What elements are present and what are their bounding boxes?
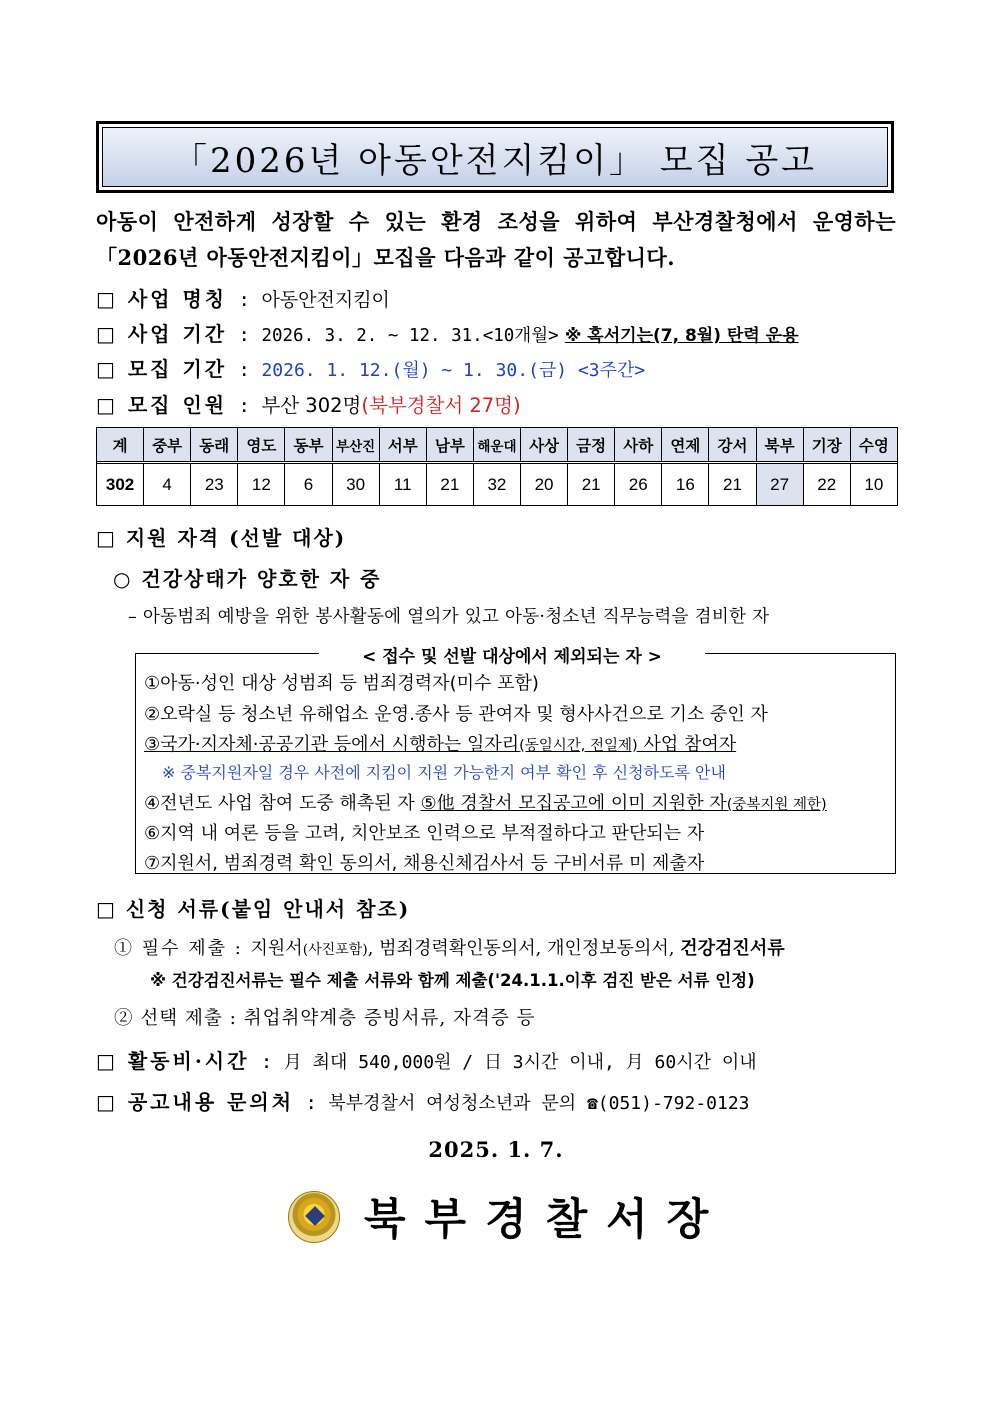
issue-date: 2025. 1. 7.: [428, 1137, 564, 1162]
table-header-cell: 중부: [144, 428, 191, 462]
exclusion-item-4: ④전년도 사업 참여 도중 해촉된 자: [144, 793, 421, 814]
business-name-label: □ 사업 명칭: [96, 287, 228, 311]
table-header-cell: 북부: [756, 428, 803, 462]
recruit-count-value: 부산 302명: [261, 394, 362, 417]
qualification-point: ○ 건강상태가 양호한 자 중: [113, 567, 382, 591]
recruit-period-label: □ 모집 기간: [96, 357, 228, 381]
activity-row: [96, 1045, 757, 1074]
separator: :: [227, 359, 262, 381]
exclusion-box: [135, 647, 896, 874]
business-period-label: □ 사업 기간: [96, 322, 228, 346]
table-header-cell: 해운대: [473, 428, 520, 462]
exclusion-item-6: ⑥지역 내 여론 등을 고려, 치안보조 인력으로 부적절하다고 판단되는 자: [144, 823, 705, 844]
documents-required-label: ① 필수 제출 :: [114, 938, 251, 959]
business-period-note: ※ 혹서기는(7, 8월) 탄력 운용: [564, 326, 799, 346]
exclusion-item-3-paren: (동일시간, 전일제): [519, 738, 638, 754]
recruit-count-label: □ 모집 인원: [96, 393, 228, 417]
table-header-cell: 사상: [520, 428, 567, 462]
qualification-detail: – 아동범죄 예방을 위한 봉사활동에 열의가 있고 아동·청소년 직무능력을 겸비한 자: [128, 607, 770, 627]
contact-value: 북부경찰서 여성청소년과 문의 ☎(051)-792-0123: [328, 1093, 750, 1114]
police-emblem-icon: [288, 1191, 340, 1243]
table-cell: 4: [144, 464, 191, 506]
title-box: [96, 121, 894, 193]
documents-required-c: , 범죄경력확인동의서, 개인정보동의서,: [367, 938, 681, 959]
table-header-row: [97, 428, 898, 462]
exclusion-item-4-5: [144, 789, 827, 815]
separator: :: [249, 1051, 284, 1073]
table-header-cell: 계: [97, 428, 144, 462]
exclusion-title: < 접수 및 선발 대상에서 제외되는 자 >: [319, 642, 705, 667]
activity-value: 月 최대 540,000원 / 日 3시간 이내, 月 60시간 이내: [283, 1052, 757, 1073]
exclusion-item-2: ②오락실 등 청소년 유해업소 운영.종사 등 관여자 및 형사사건으로 기소 중인 자: [144, 704, 768, 725]
activity-label: □ 활동비·시간: [96, 1049, 250, 1073]
table-cell: 23: [191, 464, 238, 506]
recruit-count-table: [96, 427, 898, 506]
exclusion-item-3-main: ③국가·지자체·공공기관 등에서 시행하는 일자리: [144, 734, 520, 755]
documents-optional: ② 선택 제출 : 취업취약계층 증빙서류, 자격증 등: [114, 1008, 536, 1029]
contact-row: [96, 1086, 750, 1115]
separator: :: [227, 324, 262, 346]
business-period-value: 2026. 3. 2. ~ 12. 31.<10개월>: [261, 326, 559, 346]
table-header-cell: 동래: [191, 428, 238, 462]
separator: :: [227, 289, 262, 311]
table-cell: 6: [285, 464, 332, 506]
exclusion-note: ※ 중복지원자일 경우 사전에 지킴이 지원 가능한지 여부 확인 후 신청하도록 안내: [162, 763, 726, 782]
table-cell: 32: [473, 464, 520, 506]
table-header-cell: 서부: [379, 428, 426, 462]
recruit-count-highlight: (북부경찰서 27명): [361, 394, 521, 417]
documents-required-b: (사진포함): [302, 942, 368, 958]
documents-required: [114, 934, 785, 960]
table-cell: 20: [520, 464, 567, 506]
table-header-cell: 수영: [850, 428, 897, 462]
table-cell: 16: [662, 464, 709, 506]
issuer-name: 북부경찰서장: [364, 1195, 728, 1245]
business-name-row: [96, 283, 390, 312]
qualification-heading: □ 지원 자격 (선발 대상): [96, 526, 347, 550]
recruit-period-value: 2026. 1. 12.(월) ~ 1. 30.(금) <3주간>: [261, 360, 646, 381]
intro-paragraph: 아동이 안전하게 성장할 수 있는 환경 조성을 위하여 부산경찰청에서 운영하는「2026년 아동안전지킴이」모집을 다음과 같이 공고합니다.: [96, 209, 896, 270]
documents-required-d: 건강검진서류: [680, 938, 785, 959]
page-title: 「2026년 아동안전지킴이」 모집 공고: [102, 127, 888, 187]
documents-required-note: ※ 건강검진서류는 필수 제출 서류와 함께 제출('24.1.1.이후 검진 받은 서류 인정): [150, 971, 755, 990]
table-header-cell: 금정: [568, 428, 615, 462]
exclusion-item-3-tail: 사업 참여자: [637, 734, 737, 755]
recruit-period-row: [96, 353, 645, 382]
exclusion-item-7: ⑦지원서, 범죄경력 확인 동의서, 채용신체검사서 등 구비서류 미 제출자: [144, 853, 705, 874]
table-header-cell: 기장: [803, 428, 850, 462]
table-header-cell: 동부: [285, 428, 332, 462]
separator: :: [294, 1092, 329, 1114]
table-cell: 10: [850, 464, 897, 506]
exclusion-item-5: ⑤他 경찰서 모집공고에 이미 지원한 자: [420, 793, 727, 814]
business-name-value: 아동안전지킴이: [261, 289, 390, 311]
table-header-cell: 강서: [709, 428, 756, 462]
issuer-signature: [288, 1186, 727, 1247]
table-cell: 21: [709, 464, 756, 506]
table-cell: 21: [568, 464, 615, 506]
recruit-count-row: [96, 389, 521, 418]
table-header-cell: 연제: [662, 428, 709, 462]
separator: :: [227, 395, 262, 417]
exclusion-item-1: ①아동·성인 대상 성범죄 등 범죄경력자(미수 포함): [144, 673, 539, 694]
documents-required-a: 지원서: [250, 938, 303, 959]
table-cell-total: 302: [97, 464, 144, 506]
documents-heading: □ 신청 서류(붙임 안내서 참조): [96, 897, 411, 921]
contact-label: □ 공고내용 문의처: [96, 1090, 295, 1114]
table-cell: 26: [615, 464, 662, 506]
business-period-row: [96, 318, 799, 347]
table-header-cell: 영도: [238, 428, 285, 462]
table-header-cell: 사하: [615, 428, 662, 462]
table-header-cell: 남부: [426, 428, 473, 462]
table-cell: 21: [426, 464, 473, 506]
table-cell: 12: [238, 464, 285, 506]
table-cell: 22: [803, 464, 850, 506]
table-cell-highlight: 27: [756, 464, 803, 506]
table-cell: 11: [379, 464, 426, 506]
exclusion-item-5-paren: (중복지원 제한): [726, 797, 827, 813]
table-header-cell: 부산진: [332, 428, 379, 462]
table-cell: 30: [332, 464, 379, 506]
table-row: [97, 464, 898, 506]
exclusion-item-3: [144, 730, 736, 756]
